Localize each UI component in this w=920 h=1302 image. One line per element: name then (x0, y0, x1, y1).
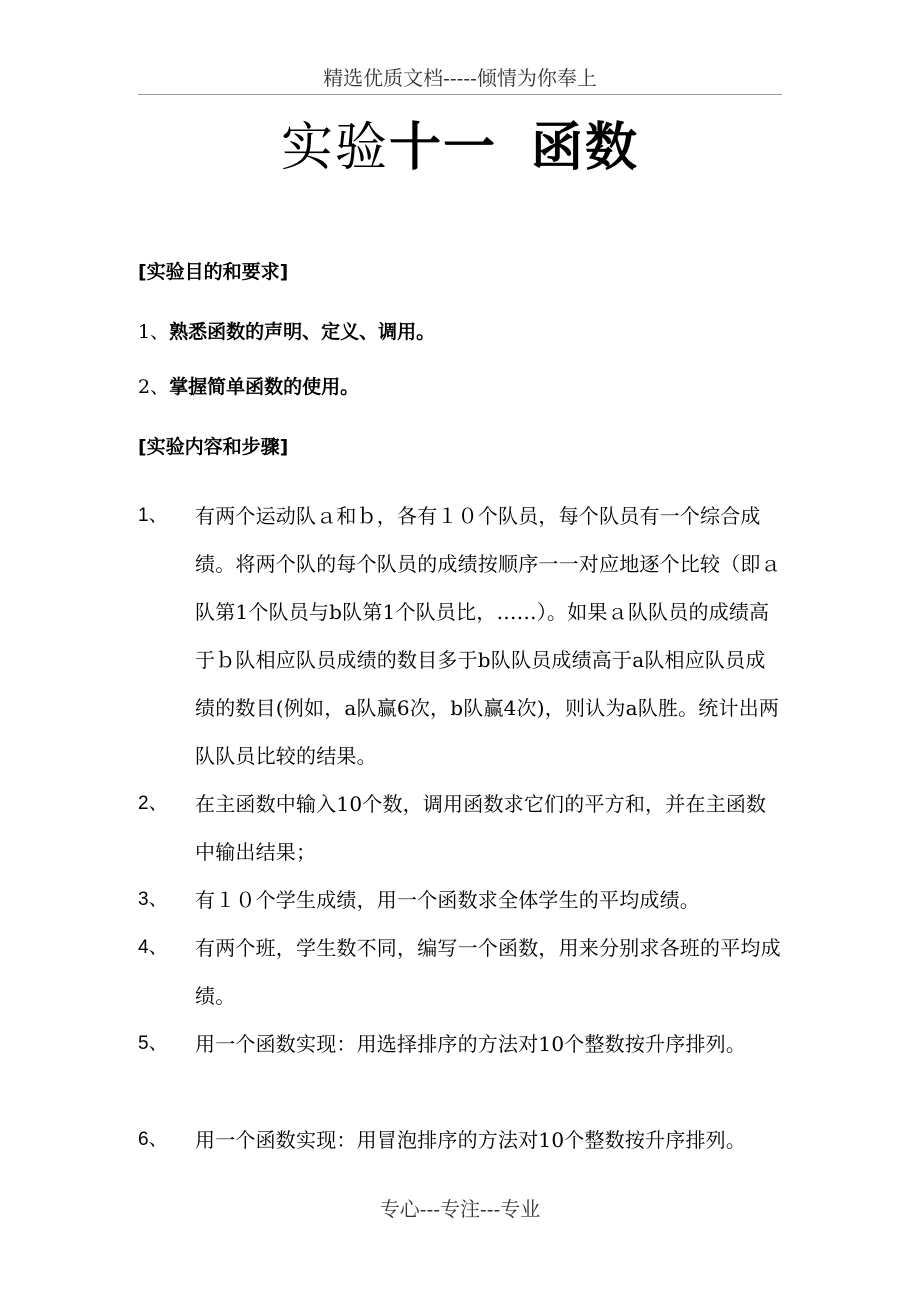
step-text: 有两个运动队ａ和ｂ，各有１０个队员，每个队员有一个综合成绩。将两个队的每个队员的成绩按顺序一一对应地逐个比较（即ａ队第1个队员与b队第1个队员比，……）。如果ａ队队员的成绩高于ｂ队相应队员成绩的数目多于b队队员成绩高于a队相应队员成绩的数目(例如，a队赢6次，b队赢4次)，则认为a队胜。统计出两队队员比较的结果。 (195, 504, 781, 768)
step-item-1 (138, 492, 788, 780)
step-item-4 (138, 924, 788, 1020)
aim-text: 熟悉函数的声明、定义、调用。 (169, 321, 436, 343)
aims-heading: [实验目的和要求] (138, 261, 289, 283)
step-number: 3、 (138, 889, 168, 910)
step-text: 有１０个学生成绩，用一个函数求全体学生的平均成绩。 (195, 888, 700, 912)
content-heading: [实验内容和步骤] (138, 436, 289, 458)
document-title (0, 112, 920, 184)
step-text: 用一个函数实现：用选择排序的方法对10个整数按升序排列。 (195, 1032, 747, 1056)
header-divider (138, 94, 782, 95)
step-number: 5、 (138, 1033, 168, 1054)
page-footer: 专心---专注---专业 (379, 1197, 541, 1221)
step-number: 2、 (138, 793, 168, 814)
step-text: 有两个班，学生数不同，编写一个函数，用来分别求各班的平均成绩。 (195, 936, 781, 1008)
step-number: 6、 (138, 1129, 168, 1150)
step-item-6 (138, 1116, 788, 1164)
title-part-1: 实验 (280, 118, 389, 178)
step-number: 4、 (138, 937, 168, 958)
aim-item-1 (138, 318, 435, 346)
step-number: 1、 (138, 505, 168, 526)
step-text: 用一个函数实现：用冒泡排序的方法对10个整数按升序排列。 (195, 1128, 747, 1152)
page-header: 精选优质文档-----倾情为你奉上 (323, 66, 597, 90)
aim-text: 掌握简单函数的使用。 (169, 376, 360, 398)
step-item-5 (138, 1020, 788, 1068)
step-item-2 (138, 780, 788, 876)
aim-number: 2、 (138, 376, 170, 398)
title-part-2: 十一 (388, 118, 497, 178)
step-item-3 (138, 876, 788, 924)
aim-number: 1、 (138, 321, 170, 343)
title-part-3: 函数 (531, 118, 640, 178)
aim-item-2 (138, 373, 359, 401)
step-text: 在主函数中输入10个数，调用函数求它们的平方和，并在主函数中输出结果； (195, 792, 767, 864)
